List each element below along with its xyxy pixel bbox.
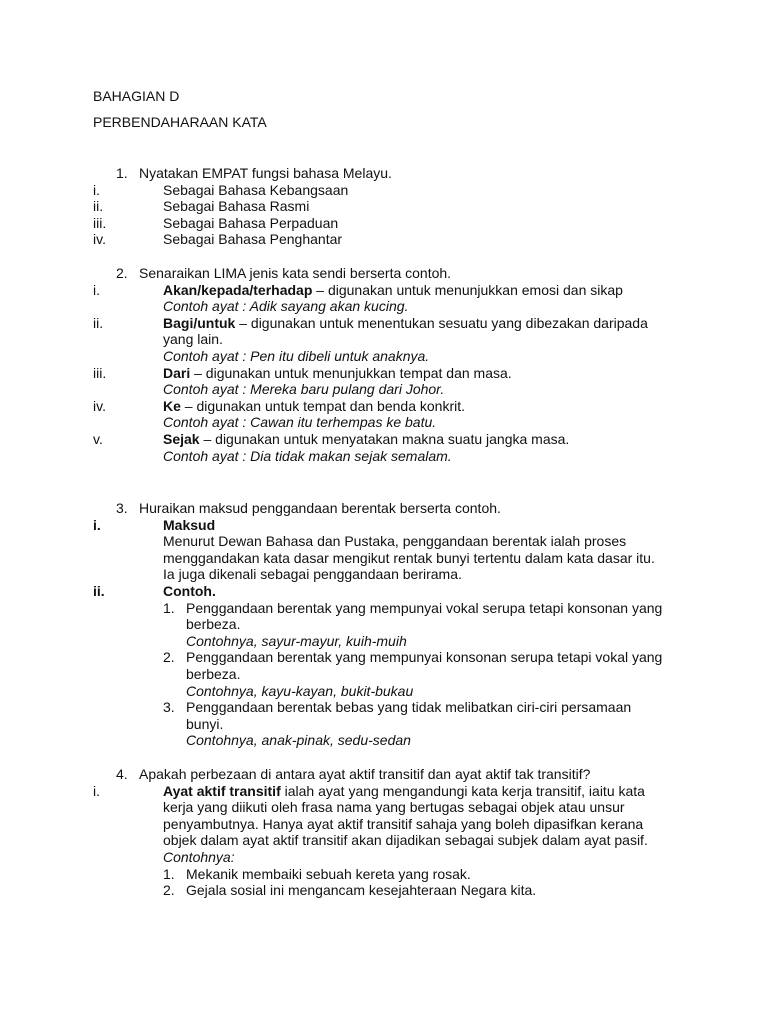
sub-text: Mekanik membaiki sebuah kereta yang rosak. (186, 865, 471, 882)
example-text: Contoh ayat : Mereka baru pulang dari Johor. (163, 381, 445, 398)
list-item (93, 365, 673, 382)
list-item (93, 198, 673, 215)
item-term: Ke (163, 397, 181, 414)
question-number: 3. (116, 500, 128, 516)
item-number: i. (93, 181, 100, 198)
section-heading (93, 88, 673, 105)
item-term: Ayat aktif transitif (163, 782, 281, 799)
sub-item (93, 866, 673, 883)
sub-number: 1. (163, 865, 175, 882)
item-text: Sebagai Bahasa Penghantar (163, 231, 343, 248)
item-number: iv. (93, 397, 106, 414)
example-text: Contoh ayat : Pen itu dibeli untuk anaknya. (163, 347, 430, 364)
sub-text: Penggandaan berentak bebas yang tidak melibatkan ciri-ciri persamaan (186, 699, 632, 716)
item-description: – digunakan untuk menentukan sesuatu yang dibezakan daripada (235, 314, 648, 331)
question-text: Senaraikan LIMA jenis kata sendi berserta contoh. (139, 265, 452, 281)
example-label: Contohnya: (163, 848, 235, 865)
example-text: Contohnya, sayur-mayur, kuih-muih (186, 632, 407, 649)
item-term: Akan/kepada/terhadap (163, 281, 313, 298)
item-description: – digunakan untuk menyatakan makna suatu jangka masa. (199, 430, 570, 447)
example-text: Contoh ayat : Dia tidak makan sejak semalam. (163, 447, 452, 464)
question-4-line (93, 766, 673, 783)
item-example (93, 448, 673, 465)
item-term: Sejak (163, 430, 200, 447)
item-number: i. (93, 782, 100, 799)
item-description-cont: penyambutnya. Hanya ayat aktif transitif sahaja yang boleh dipasifkan kerana (163, 815, 644, 832)
item-number: i. (93, 281, 100, 298)
page-title-block (93, 114, 673, 131)
item-term: Maksud (163, 516, 216, 533)
sub-item (93, 699, 673, 716)
section-label: BAHAGIAN D (93, 88, 180, 104)
sub-example (93, 683, 673, 700)
item-description-cont: kerja yang diikuti oleh frasa nama yang bertugas sebagai objek atau unsur (163, 799, 625, 816)
item-example (93, 414, 673, 431)
question-number: 2. (116, 265, 128, 281)
sub-number: 2. (163, 649, 175, 666)
sub-number: 2. (163, 882, 175, 899)
contoh-heading (93, 583, 673, 600)
page-title: PERBENDAHARAAN KATA (93, 114, 267, 130)
list-item (93, 182, 673, 199)
maksud-line: Menurut Dewan Bahasa dan Pustaka, penggandaan berentak ialah proses (163, 533, 627, 550)
example-text: Contohnya, anak-pinak, sedu-sedan (186, 732, 411, 749)
list-item (93, 398, 673, 415)
item-number: iv. (93, 231, 106, 248)
list-item (93, 215, 673, 232)
item-number: i. (93, 516, 101, 533)
item-description: – digunakan untuk tempat dan benda konkrit. (180, 397, 465, 414)
question-1-line (93, 165, 673, 182)
item-number: ii. (93, 314, 104, 331)
item-description-cont: yang lain. (163, 331, 223, 348)
sub-item (93, 649, 673, 666)
sub-text-cont: berbeza. (186, 616, 241, 633)
question-text: Nyatakan EMPAT fungsi bahasa Melayu. (139, 165, 392, 181)
question-text: Apakah perbezaan di antara ayat aktif transitif dan ayat aktif tak transitif? (139, 766, 591, 782)
question-2 (93, 265, 673, 464)
list-item (93, 231, 673, 248)
sub-example (93, 732, 673, 749)
item-number: iii. (93, 214, 107, 231)
maksud-heading (93, 517, 673, 534)
sub-text-cont: bunyi. (186, 715, 224, 732)
item-description: – digunakan untuk menunjukkan tempat dan masa. (190, 364, 512, 381)
question-3 (93, 500, 673, 749)
item-description: ialah ayat yang mengandungi kata kerja transitif, iaitu kata (280, 782, 645, 799)
question-1 (93, 165, 673, 248)
list-item (93, 315, 673, 332)
question-text: Huraikan maksud penggandaan berentak berserta contoh. (139, 500, 501, 516)
contoh-label (93, 849, 673, 866)
item-number: ii. (93, 198, 104, 215)
list-item (93, 783, 673, 800)
sub-text: Penggandaan berentak yang mempunyai konsonan serupa tetapi vokal yang (186, 649, 663, 666)
sub-item (93, 882, 673, 899)
list-item (93, 282, 673, 299)
question-3-line (93, 500, 673, 517)
item-description-cont: objek dalam ayat aktif transitif akan dijadikan sebagai subjek dalam ayat pasif. (163, 832, 648, 849)
question-number: 1. (116, 165, 128, 181)
item-term: Contoh. (163, 582, 216, 599)
item-example (93, 348, 673, 365)
item-text: Sebagai Bahasa Rasmi (163, 198, 310, 215)
sub-number: 3. (163, 699, 175, 716)
sub-text-cont: berbeza. (186, 665, 241, 682)
example-text: Contoh ayat : Cawan itu terhempas ke batu. (163, 414, 437, 431)
maksud-line: menggandakan kata dasar mengikut rentak bunyi tertentu dalam kata dasar itu. (163, 549, 655, 566)
question-2-line (93, 265, 673, 282)
item-number: v. (93, 430, 103, 447)
maksud-line: Ia juga dikenali sebagai penggandaan berirama. (163, 566, 462, 583)
question-number: 4. (116, 766, 128, 782)
item-text: Sebagai Bahasa Kebangsaan (163, 181, 349, 198)
sub-item (93, 600, 673, 617)
item-term: Dari (163, 364, 191, 381)
example-text: Contoh ayat : Adik sayang akan kucing. (163, 298, 409, 315)
example-text: Contohnya, kayu-kayan, bukit-bukau (186, 682, 414, 699)
item-example (93, 381, 673, 398)
item-text: Sebagai Bahasa Perpaduan (163, 214, 339, 231)
question-4 (93, 766, 673, 899)
list-item (93, 431, 673, 448)
item-term: Bagi/untuk (163, 314, 236, 331)
item-example (93, 298, 673, 315)
sub-example (93, 633, 673, 650)
item-description: – digunakan untuk menunjukkan emosi dan sikap (312, 281, 623, 298)
item-number: ii. (93, 582, 105, 599)
sub-text: Penggandaan berentak yang mempunyai vokal serupa tetapi konsonan yang (186, 599, 663, 616)
sub-text: Gejala sosial ini mengancam kesejahteraan Negara kita. (186, 882, 537, 899)
sub-number: 1. (163, 599, 175, 616)
item-number: iii. (93, 364, 107, 381)
